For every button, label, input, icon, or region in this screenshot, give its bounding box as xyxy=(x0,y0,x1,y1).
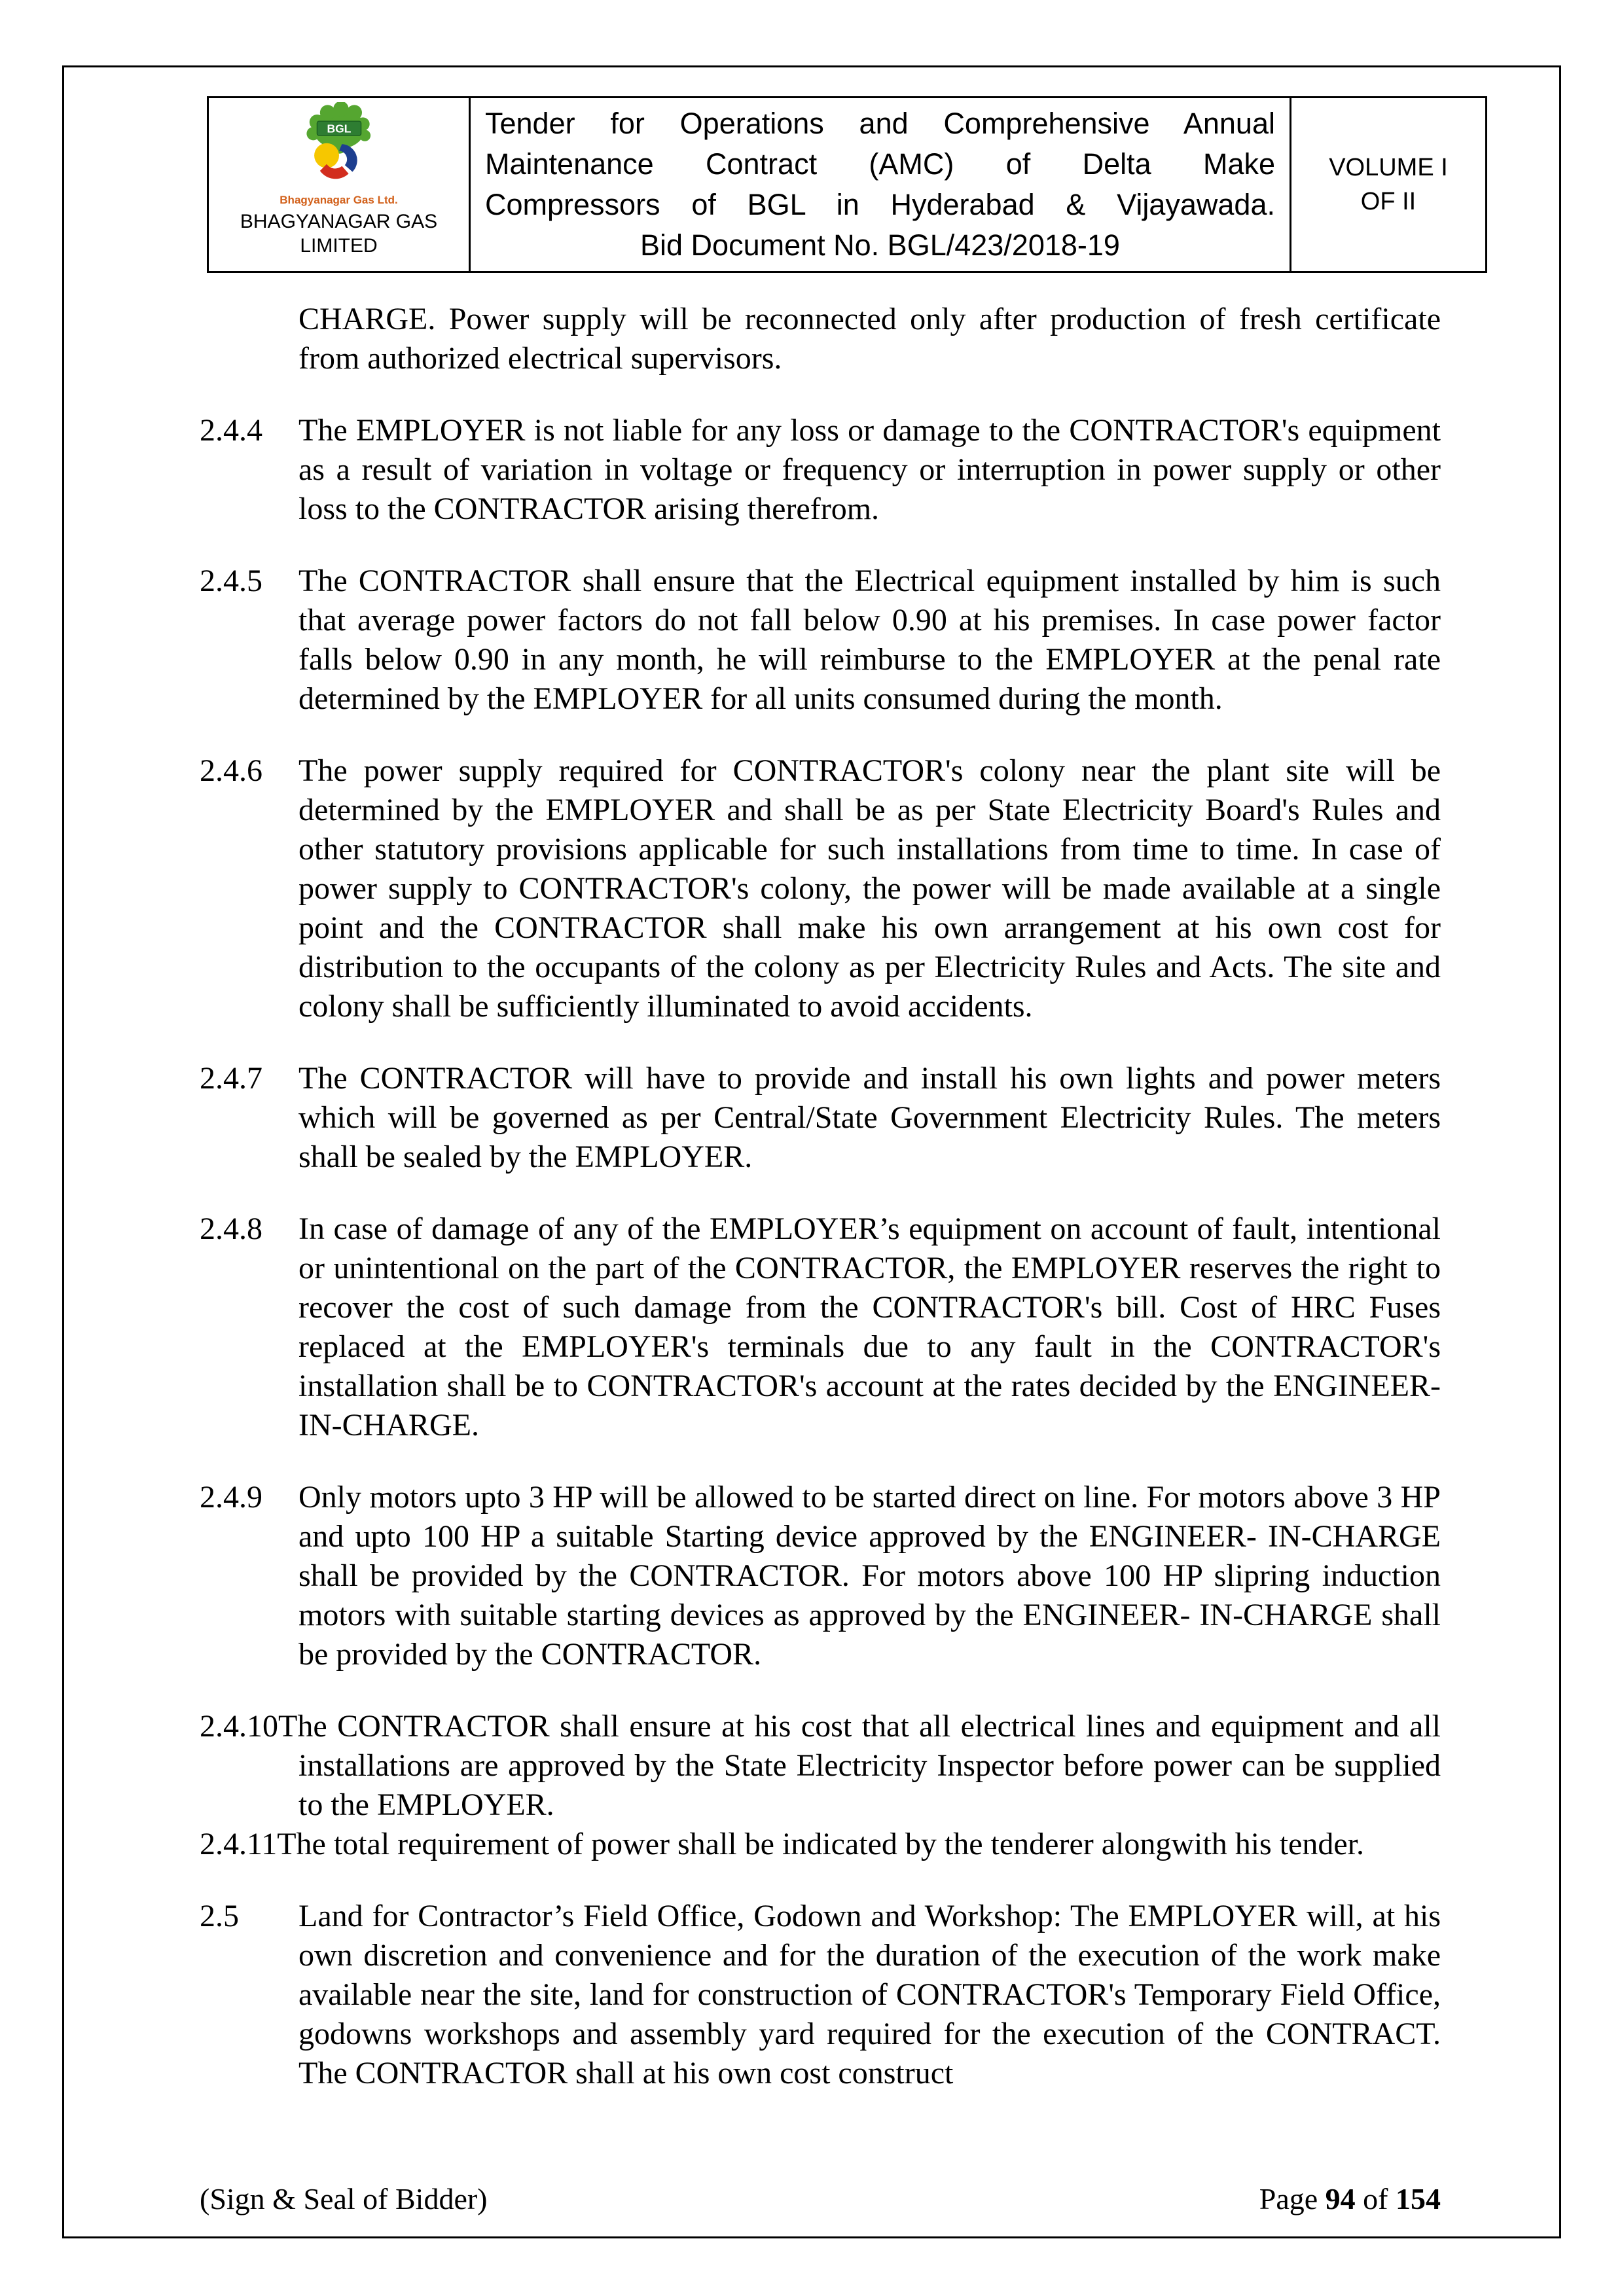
company-name-line-1: BHAGYANAGAR GAS xyxy=(240,211,438,232)
clause-number: 2.4.8 xyxy=(200,1211,262,1246)
clause-number: 2.4.7 xyxy=(200,1061,262,1096)
clause-text: The total requirement of power shall be indicated by the tenderer alongwith his tender. xyxy=(277,1827,1364,1861)
clause-continuation xyxy=(200,300,1441,378)
clause-number: 2.5 xyxy=(200,1899,239,1933)
clause-text: In case of damage of any of the EMPLOYER’s equipment on account of fault, intentional or unintentional on the part of the CONTRACTOR, the EMPLOYER reserves the right to recover the cost of such damage from the CONTRACTOR's bill. Cost of HRC Fuses replaced at the EMPLOYER's terminals due to any fault in the CONTRACTOR's installation shall be to CONTRACTOR's account at the rates decided by the ENGINEER-IN-CHARGE. xyxy=(298,1211,1441,1443)
volume-line-1: VOLUME I xyxy=(1329,154,1448,181)
clause-number: 2.4.10 xyxy=(200,1709,278,1744)
clause-number: 2.4.6 xyxy=(200,753,262,788)
clause-number xyxy=(200,300,298,378)
svg-text:BGL: BGL xyxy=(327,122,351,135)
clause-text: CHARGE. Power supply will be reconnected only after production of fresh certificate from authorized electrical supervisors. xyxy=(298,302,1441,376)
volume-cell xyxy=(1291,98,1485,271)
clause-2-4-5 xyxy=(200,562,1441,719)
clause-text: The CONTRACTOR will have to provide and install his own lights and power meters which will be governed as per Central/State Government Electricity Rules. The meters shall be sealed by the EMPLOYER. xyxy=(298,1061,1441,1174)
clause-text: The CONTRACTOR shall ensure at his cost that all electrical lines and equipment and all installations are approved by the State Electricity Inspector before power can be supplied to the EMPLOYER. xyxy=(278,1709,1441,1822)
clause-text: Only motors upto 3 HP will be allowed to be started direct on line. For motors above 3 HP and upto 100 HP a suitable Starting device approved by the ENGINEER- IN-CHARGE shall be provided by the CONTRACTOR. For motors above 100 HP slipring induction motors with suitable starting devices as approved by the ENGINEER- IN-CHARGE shall be provided by the CONTRACTOR. xyxy=(298,1480,1441,1672)
logo-cell xyxy=(209,98,471,271)
tender-title-line-1: Tender for Operations and Comprehensive Annual xyxy=(485,107,1275,140)
clause-2-4-6 xyxy=(200,751,1441,1026)
clause-text: The power supply required for CONTRACTOR's colony near the plant site will be determined by the EMPLOYER and shall be as per State Electricity Board's Rules and other statutory provisions applicable for such installations from time to time. In case of power supply to CONTRACTOR's colony, the power will be made available at a single point and the CONTRACTOR shall make his own arrangement at his own cost for distribution to the occupants of the colony as per Electricity Rules and Acts. The site and colony shall be sufficiently illuminated to avoid accidents. xyxy=(298,753,1441,1024)
clause-2-4-4 xyxy=(200,411,1441,529)
clause-text: The EMPLOYER is not liable for any loss or damage to the CONTRACTOR's equipment as a result of variation in voltage or frequency or interruption in power supply or other loss to the CONTRACTOR arising therefrom. xyxy=(298,413,1441,526)
bid-document-number: Bid Document No. BGL/423/2018-19 xyxy=(640,228,1120,262)
clause-2-4-7 xyxy=(200,1059,1441,1177)
clause-number: 2.4.5 xyxy=(200,564,262,598)
page-total: 154 xyxy=(1396,2182,1441,2215)
tender-title-line-3: Compressors of BGL in Hyderabad & Vijayawada. xyxy=(485,188,1275,221)
clause-2-4-8 xyxy=(200,1210,1441,1445)
page-current: 94 xyxy=(1325,2182,1356,2215)
document-header xyxy=(207,96,1487,273)
of-label: of xyxy=(1363,2182,1388,2215)
clause-number: 2.4.11 xyxy=(200,1827,278,1861)
document-footer xyxy=(200,2181,1441,2217)
bgl-logo-icon xyxy=(290,102,388,194)
clause-2-5 xyxy=(200,1897,1441,2093)
volume-line-2: OF II xyxy=(1360,188,1416,215)
clause-text: The CONTRACTOR shall ensure that the Electrical equipment installed by him is such that average power factors do not fall below 0.90 at his premises. In case power factor falls below 0.90 in any month, he will reimburse to the EMPLOYER at the penal rate determined by the EMPLOYER for all units consumed during the month. xyxy=(298,564,1441,716)
logo-brand-text: Bhagyanagar Gas Ltd. xyxy=(280,194,398,206)
company-name-line-2: LIMITED xyxy=(300,235,378,257)
header-title-cell xyxy=(471,98,1291,271)
document-body xyxy=(200,300,1441,2126)
sign-seal-text: (Sign & Seal of Bidder) xyxy=(200,2182,488,2215)
clause-text: Land for Contractor’s Field Office, Godown and Workshop: The EMPLOYER will, at his own discretion and convenience and for the duration of the execution of the work make available near the site, land for construction of CONTRACTOR's Temporary Field Office, godowns workshops and assembly yard required for the execution of the CONTRACT. The CONTRACTOR shall at his own cost construct xyxy=(298,1899,1441,2090)
page-number xyxy=(1259,2181,1441,2217)
clause-2-4-11 xyxy=(200,1825,1441,1864)
tender-title-line-2: Maintenance Contract (AMC) of Delta Make xyxy=(485,147,1275,181)
page-label: Page xyxy=(1259,2182,1318,2215)
company-name xyxy=(240,209,437,258)
clause-2-4-10 xyxy=(200,1707,1441,1825)
clause-2-4-9 xyxy=(200,1478,1441,1674)
clause-number: 2.4.4 xyxy=(200,413,262,448)
clause-number: 2.4.9 xyxy=(200,1480,262,1515)
